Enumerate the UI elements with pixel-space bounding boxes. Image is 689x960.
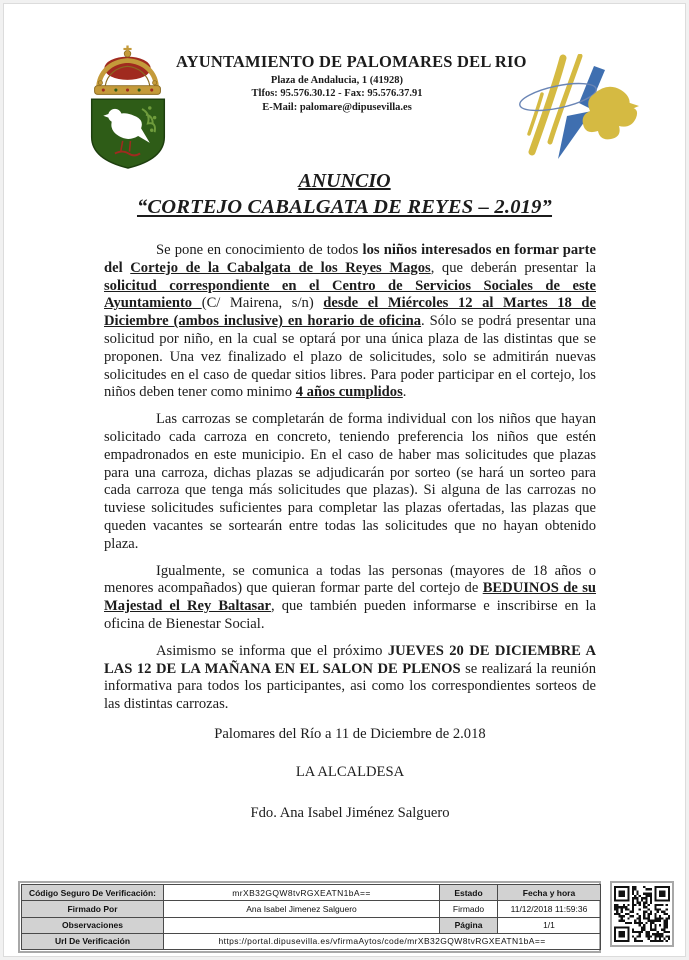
qr-code-icon xyxy=(614,886,670,942)
firmado-por-value: Ana Isabel Jimenez Salguero xyxy=(164,901,440,917)
fecha-header: Fecha y hora xyxy=(498,885,601,901)
estado-header: Estado xyxy=(440,885,498,901)
table-row xyxy=(22,885,601,901)
pagina-value: 1/1 xyxy=(498,917,601,933)
body-paragraph: Las carrozas se completarán de forma individual con los niños que hayan solicitado cada carroza en concreto, teniendo preferencia los niños que estén empadronados en este municipio. En el caso de haber mas solicitudes que plazas para una carroza, dichas plazas se adjudicarán por sorteo (se hará un sorteo para cada carroza que tenga más solicitudes que plazas). Si alguna de las carrozas no tuviese solicitudes suficientes para completar las plazas ofertadas, las plazas que queden vacantes se sortearán entre todas las solicitudes que no hayan obtenido plaza. xyxy=(104,411,596,552)
letterhead xyxy=(176,52,527,113)
observaciones-label: Observaciones xyxy=(22,917,164,933)
qr-frame xyxy=(610,881,674,947)
fecha-value: 11/12/2018 11:59:36 xyxy=(498,901,601,917)
document-body xyxy=(104,242,596,831)
csv-label: Código Seguro De Verificación: xyxy=(22,885,164,901)
verification-table xyxy=(21,884,601,950)
date-line: Palomares del Río a 11 de Diciembre de 2.018 xyxy=(214,725,486,742)
signature-verification-footer xyxy=(18,881,679,953)
announcement-subheading: “CORTEJO CABALGATA DE REYES – 2.019” xyxy=(136,196,553,218)
pagina-label: Página xyxy=(440,917,498,933)
announcement-title-block xyxy=(4,170,685,219)
firmado-por-label: Firmado Por xyxy=(22,901,164,917)
org-phones: Tlfos: 95.576.30.12 - Fax: 95.576.37.91 xyxy=(251,88,423,99)
body-paragraph: Igualmente, se comunica a todas las personas (mayores de 18 años o menores acompañados) que quieran formar parte del cortejo de BEDUINOS de su Majestad el Rey Baltasar, que también pueden informarse e inscribirse en la oficina de Bienestar Social. xyxy=(104,562,597,632)
verification-table-frame xyxy=(18,881,601,953)
table-row xyxy=(22,917,601,933)
signature-title: LA ALCALDESA xyxy=(295,763,405,780)
org-name: AYUNTAMIENTO DE PALOMARES DEL RIO xyxy=(176,52,527,71)
table-row xyxy=(22,901,601,917)
body-paragraphs xyxy=(104,242,596,714)
municipal-coat-of-arms-icon xyxy=(82,44,174,170)
url-label: Url De Verificación xyxy=(22,933,164,949)
announcement-heading: ANUNCIO xyxy=(298,170,391,192)
body-paragraph: Asimismo se informa que el próximo JUEVES 20 DE DICIEMBRE A LAS 12 DE LA MAÑANA EN EL SALON DE PLENOS se realizará la reunión informativa para todos los participantes, asi como los correspondientes sorteos de las distintas carrozas. xyxy=(104,642,596,713)
verification-url: https://portal.dipusevilla.es/vfirmaAytos/code/mrXB32GQW8tvRGXEATN1bA== xyxy=(164,933,601,949)
org-email: E-Mail: palomare@dipusevilla.es xyxy=(262,101,412,113)
body-paragraph: Se pone en conocimiento de todos los niños interesados en formar parte del Cortejo de la Cabalgata de los Reyes Magos, que deberán presentar la solicitud correspondiente en el Centro de Servicios Sociales de este Ayuntamiento (C/ Mairena, s/n) desde el Miércoles 12 al Martes 18 de Diciembre (ambos inclusive) en horario de oficina. Sólo se podrá presentar una solicitud por niño, en la cual se optará por una única plaza de las distintas que se proponen. Una vez finalizado el plazo de solicitudes, solo se admitirán nuevas solicitudes en el caso de quedar sitios libres. Para poder participar en el cortejo, los niños deben tener como minimo 4 años cumplidos. xyxy=(104,242,596,401)
org-address: Plaza de Andalucia, 1 (41928) xyxy=(270,74,404,86)
document-page xyxy=(3,3,686,957)
table-row xyxy=(22,933,601,949)
signature-name: Fdo. Ana Isabel Jiménez Salguero xyxy=(250,804,450,821)
observaciones-value xyxy=(164,917,440,933)
csv-value: mrXB32GQW8tvRGXEATN1bA== xyxy=(164,885,440,901)
diputacion-sevilla-logo-icon xyxy=(506,54,642,162)
estado-value: Firmado xyxy=(440,901,498,917)
